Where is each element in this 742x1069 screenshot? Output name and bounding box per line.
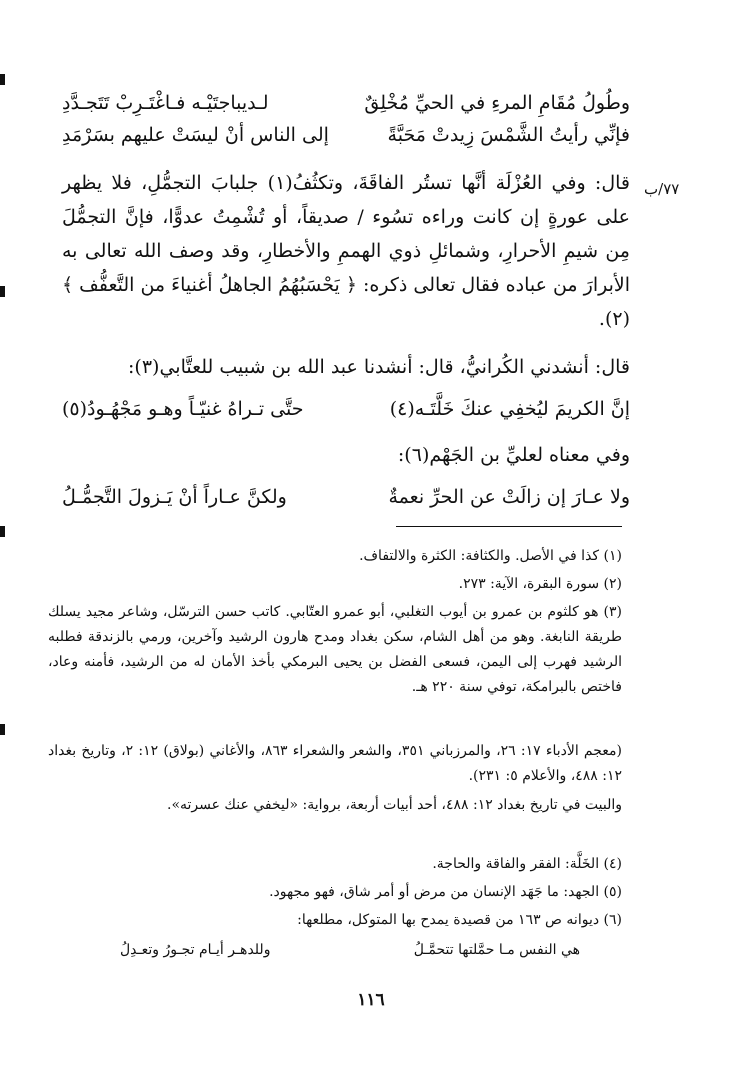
footnote-note: والبيت في تاريخ بغداد ١٢: ٤٨٨، أحد أبيات أربعة، برواية: «ليخفي عنك عسرته». (167, 797, 622, 813)
footnote: (٢) سورة البقرة، الآية: ٢٧٣. (458, 576, 622, 592)
paragraph: قال: أنشدني الكُرانيُّ، قال: أنشدنا عبد الله بن شبيب للعتَّابي(٣): (127, 356, 630, 378)
footnote-separator (396, 526, 622, 527)
verse-line (62, 394, 630, 424)
scan-mark (0, 286, 5, 297)
page-number: ١١٦ (357, 990, 385, 1010)
footnote-sources: (معجم الأدباء ١٧: ٢٦، والمرزباني ٣٥١، والشعر والشعراء ٨٦٣، والأغاني (بولاق) ١٢: ٢، وتاريخ بغداد ١٢: ٤٨٨، والأعلام ٥: ٢٣١). (48, 743, 622, 784)
verse-hemistich-right: ولا عـارَ إن زالَتْ عن الحرِّ نعمةٌ (388, 486, 630, 508)
verse-hemistich-left: إلى الناس أنْ ليسَتْ عليهم بسَرْمَدِ (62, 124, 329, 146)
verse-hemistich-left: لـديباجتَيْـه فـاغْتَـرِبْ تَتَجـدَّدِ (62, 92, 269, 114)
paragraph: وفي معناه لعليِّ بن الجَهْم(٦): (397, 444, 630, 466)
scan-mark (0, 74, 5, 85)
footnote-verse (120, 938, 580, 962)
verse-hemistich-left: ولكنَّ عـاراً أنْ يَـزولَ التَّجمُّـلُ (62, 486, 287, 508)
verse-hemistich-left: وللدهـر أيـام تجـورُ وتعـدِلُ (120, 942, 271, 958)
footnote: (٤) الخَلَّة: الفقر والفاقة والحاجة. (432, 856, 622, 872)
verse-line (62, 482, 630, 512)
scan-mark (0, 526, 5, 537)
footnote: (٦) ديوانه ص ١٦٣ من قصيدة يمدح بها المتوكل، مطلعها: (297, 912, 622, 928)
verse-line (62, 120, 630, 150)
verse-hemistich-right: فإنِّي رأيتُ الشَّمْسَ زِيدتْ مَحَبَّةً (387, 124, 630, 146)
verse-line (62, 88, 630, 118)
paragraph: قال: وفي العُزْلَة أنَّها تستُر الفاقَةَ، وتكثُفُ(١) جلبابَ التجمُّلِ، فلا يظهر على عورةٍ إن كانت وراءه تسُوء / صديقاً، أو تُشْمِتُ عدوًّا، فإنَّ التجمُّلَ مِن شيمِ الأحرارِ، وشمائلِ ذوي الهممِ والأخطارِ، وقد وصف الله تعالى به الأبرارَ من عباده فقال تعالى ذكره: ﴿ يَحْسَبُهُمُ الجاهلُ أغنياءَ من التَّعفُّف ﴾(٢). (62, 172, 630, 330)
footnote: (٥) الجهد: ما جَهَد الإنسان من مرض أو أمر شاق، فهو مجهود. (269, 884, 622, 900)
verse-hemistich-right: إنَّ الكريمَ ليُخفِي عنكَ خَلَّتَـه(٤) (389, 398, 630, 420)
footnote: (٣) هو كلثوم بن عمرو بن أيوب التغلبي، أبو عمرو العتّابي. كاتب حسن الترسّل، وشاعر مجيد يسلك طريقة النابغة. وهو من أهل الشام، سكن بغداد ومدح هارون الرشيد وآخرين، ورمي بالزندقة فطلبه الرشيد فهرب إلى اليمن، فسعى الفضل بن يحيى البرمكي بأخذ الأمان له من الرشيد، فأمنه وعاد، فاختص بالبرامكة، توفي سنة ٢٢٠ هـ. (48, 604, 622, 695)
scan-mark (0, 724, 5, 735)
manuscript-folio-note: ٧٧/ب (644, 180, 680, 198)
footnote: (١) كذا في الأصل. والكثافة: الكثرة والالتفاف. (359, 548, 622, 564)
verse-hemistich-right: وطُولُ مُقَامِ المرءِ في الحيِّ مُخْلِقٌ (364, 92, 630, 114)
verse-hemistich-left: حتَّى تـراهُ غنيّـاً وهـو مَجْهُـودُ(٥) (62, 398, 304, 420)
verse-hemistich-right: هي النفس مـا حمَّلتها تتحمَّـلُ (413, 942, 580, 958)
